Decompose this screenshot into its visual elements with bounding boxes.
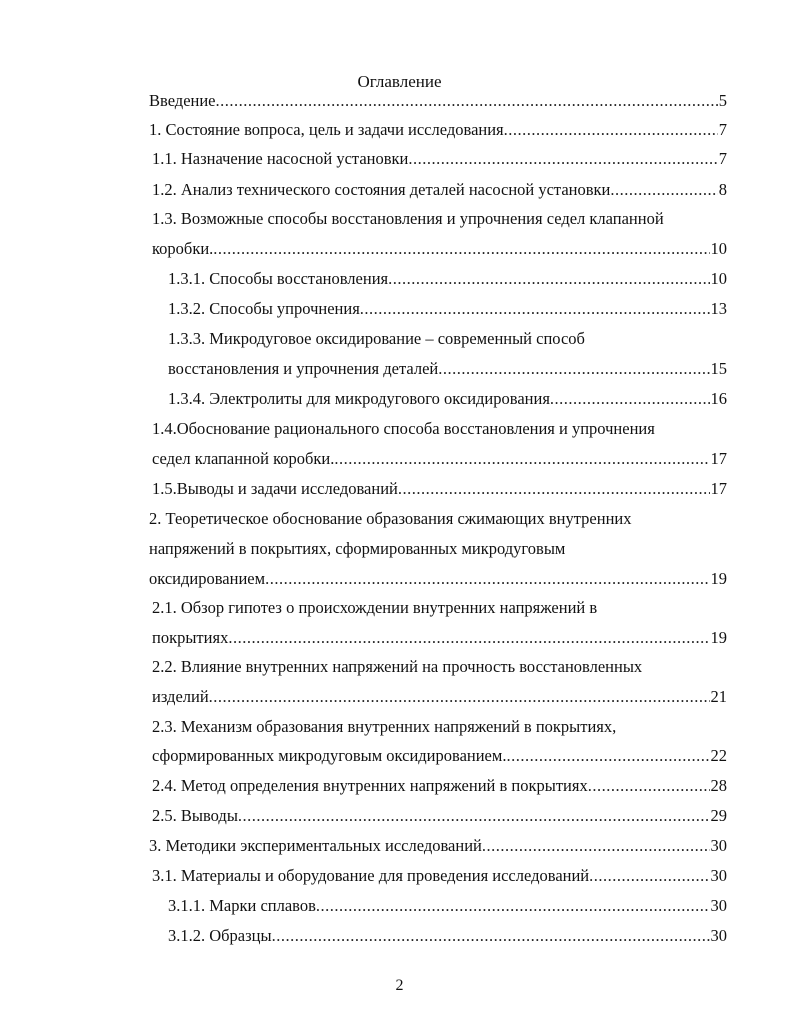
toc-entry-page: 30 [710,896,727,915]
dot-leader [213,236,709,262]
toc-entry-introduction[interactable] [0,88,799,114]
toc-entry-text: 1.3.2. Способы упрочнения [168,299,360,318]
toc-entry-page: 30 [710,866,727,885]
toc-entry-page: 22 [710,746,727,765]
toc-entry-2-1-cont[interactable] [0,625,799,651]
toc-entry-1-3-1[interactable] [0,266,799,292]
dot-leader [265,566,709,592]
toc-entry-text: 1.3.4. Электролиты для микродугового оксидирования [168,389,550,408]
toc-entry-text: напряжений в покрытиях, сформированных микродуговым [149,539,566,558]
toc-entry-text: 3. Методики экспериментальных исследований [149,836,482,855]
dot-leader [238,803,710,829]
dot-leader [408,146,717,172]
toc-entry-2-2[interactable] [0,654,799,680]
toc-entry-3-1[interactable] [0,863,799,889]
toc-entry-text: коробки. [152,239,214,258]
toc-entry-2-1[interactable] [0,595,799,621]
toc-entry-text: восстановления и упрочнения деталей [168,359,439,378]
toc-entry-3-1-1[interactable] [0,893,799,919]
toc-entry-chapter-2-cont-1[interactable] [0,536,799,562]
toc-entry-text: 1.1. Назначение насосной установки [152,149,409,168]
dot-leader [610,177,717,203]
dot-leader [360,296,710,322]
dot-leader [228,625,709,651]
toc-entry-text: 1.3.3. Микродуговое оксидирование – современный способ [168,329,585,348]
toc-entry-page: 17 [710,479,727,498]
toc-entry-2-4[interactable] [0,773,799,799]
dot-leader [216,88,718,114]
page-title: Оглавление [357,72,442,91]
toc-entry-1-4-cont[interactable] [0,446,799,472]
toc-entry-1-3[interactable] [0,206,799,232]
toc-entry-text: 1.5.Выводы и задачи исследований [152,479,398,498]
toc-entry-2-3-cont[interactable] [0,743,799,769]
toc-entry-text: 2.1. Обзор гипотез о происхождении внутренних напряжений в [152,598,598,617]
toc-entry-page: 15 [710,359,727,378]
toc-entry-1-4[interactable] [0,416,799,442]
toc-entry-1-3-4[interactable] [0,386,799,412]
toc-entry-text: седел клапанной коробки. [152,449,335,468]
toc-entry-text: Введение [149,91,216,110]
toc-entry-page: 19 [710,569,727,588]
dot-leader [398,476,710,502]
toc-entry-text: 1.2. Анализ технического состояния деталей насосной установки [152,180,611,199]
dot-leader [209,684,710,710]
toc-entry-3-1-2[interactable] [0,923,799,949]
toc-entry-page: 17 [710,449,727,468]
toc-entry-page: 28 [710,776,727,795]
toc-entry-2-2-cont[interactable] [0,684,799,710]
toc-entry-2-3[interactable] [0,714,799,740]
toc-entry-text: 3.1.1. Марки сплавов [168,896,316,915]
toc-entry-page: 10 [710,269,727,288]
dot-leader [316,893,710,919]
toc-entry-page: 19 [710,628,727,647]
toc-entry-chapter-2[interactable] [0,506,799,532]
toc-entry-text: изделий [152,687,209,706]
toc-entry-page: 8 [718,180,727,199]
toc-entry-page: 30 [710,836,727,855]
toc-entry-page: 10 [710,239,727,258]
dot-leader [589,863,709,889]
toc-entry-chapter-2-cont-2[interactable] [0,566,799,592]
dot-leader [482,833,710,859]
toc-entry-chapter-1[interactable] [0,117,799,143]
toc-entry-1-3-2[interactable] [0,296,799,322]
toc-entry-text: 2. Теоретическое обоснование образования сжимающих внутренних [149,509,632,528]
toc-entry-page: 21 [710,687,727,706]
toc-entry-text: 3.1.2. Образцы [168,926,272,945]
dot-leader [334,446,709,472]
toc-entry-page: 16 [710,389,727,408]
dot-leader [550,386,710,412]
toc-entry-text: 1.3. Возможные способы восстановления и упрочнения седел клапанной [152,209,664,228]
dot-leader [504,117,718,143]
toc-entry-text: 2.5. Выводы [152,806,238,825]
dot-leader [388,266,709,292]
toc-entry-1-5[interactable] [0,476,799,502]
toc-entry-page: 7 [718,149,727,168]
dot-leader [506,743,709,769]
toc-entry-page: 5 [718,91,727,110]
page-number: 2 [395,977,404,994]
toc-entry-text: 2.4. Метод определения внутренних напряжений в покрытиях [152,776,588,795]
toc-entry-1-1[interactable] [0,146,799,172]
toc-entry-text: сформированных микродуговым оксидированием. [152,746,507,765]
toc-entry-1-3-3[interactable] [0,326,799,352]
dot-leader [588,773,710,799]
toc-entry-page: 30 [710,926,727,945]
toc-entry-text: покрытиях [152,628,229,647]
toc-entry-text: 3.1. Материалы и оборудование для проведения исследований [152,866,590,885]
toc-entry-1-3-3-cont[interactable] [0,356,799,382]
toc-entry-chapter-3[interactable] [0,833,799,859]
toc-entry-text: 1. Состояние вопроса, цель и задачи исследования [149,120,504,139]
toc-entry-text: 2.2. Влияние внутренних напряжений на прочность восстановленных [152,657,643,676]
toc-entry-2-5[interactable] [0,803,799,829]
dot-leader [438,356,709,382]
toc-entry-page: 7 [718,120,727,139]
toc-entry-text: 1.4.Обоснование рационального способа восстановления и упрочнения [152,419,655,438]
toc-entry-page: 29 [710,806,727,825]
dot-leader [272,923,710,949]
toc-entry-text: 1.3.1. Способы восстановления [168,269,389,288]
toc-entry-text: 2.3. Механизм образования внутренних напряжений в покрытиях, [152,717,617,736]
toc-entry-page: 13 [710,299,727,318]
toc-entry-1-2[interactable] [0,177,799,203]
toc-entry-text: оксидированием [149,569,266,588]
toc-entry-1-3-cont[interactable] [0,236,799,262]
